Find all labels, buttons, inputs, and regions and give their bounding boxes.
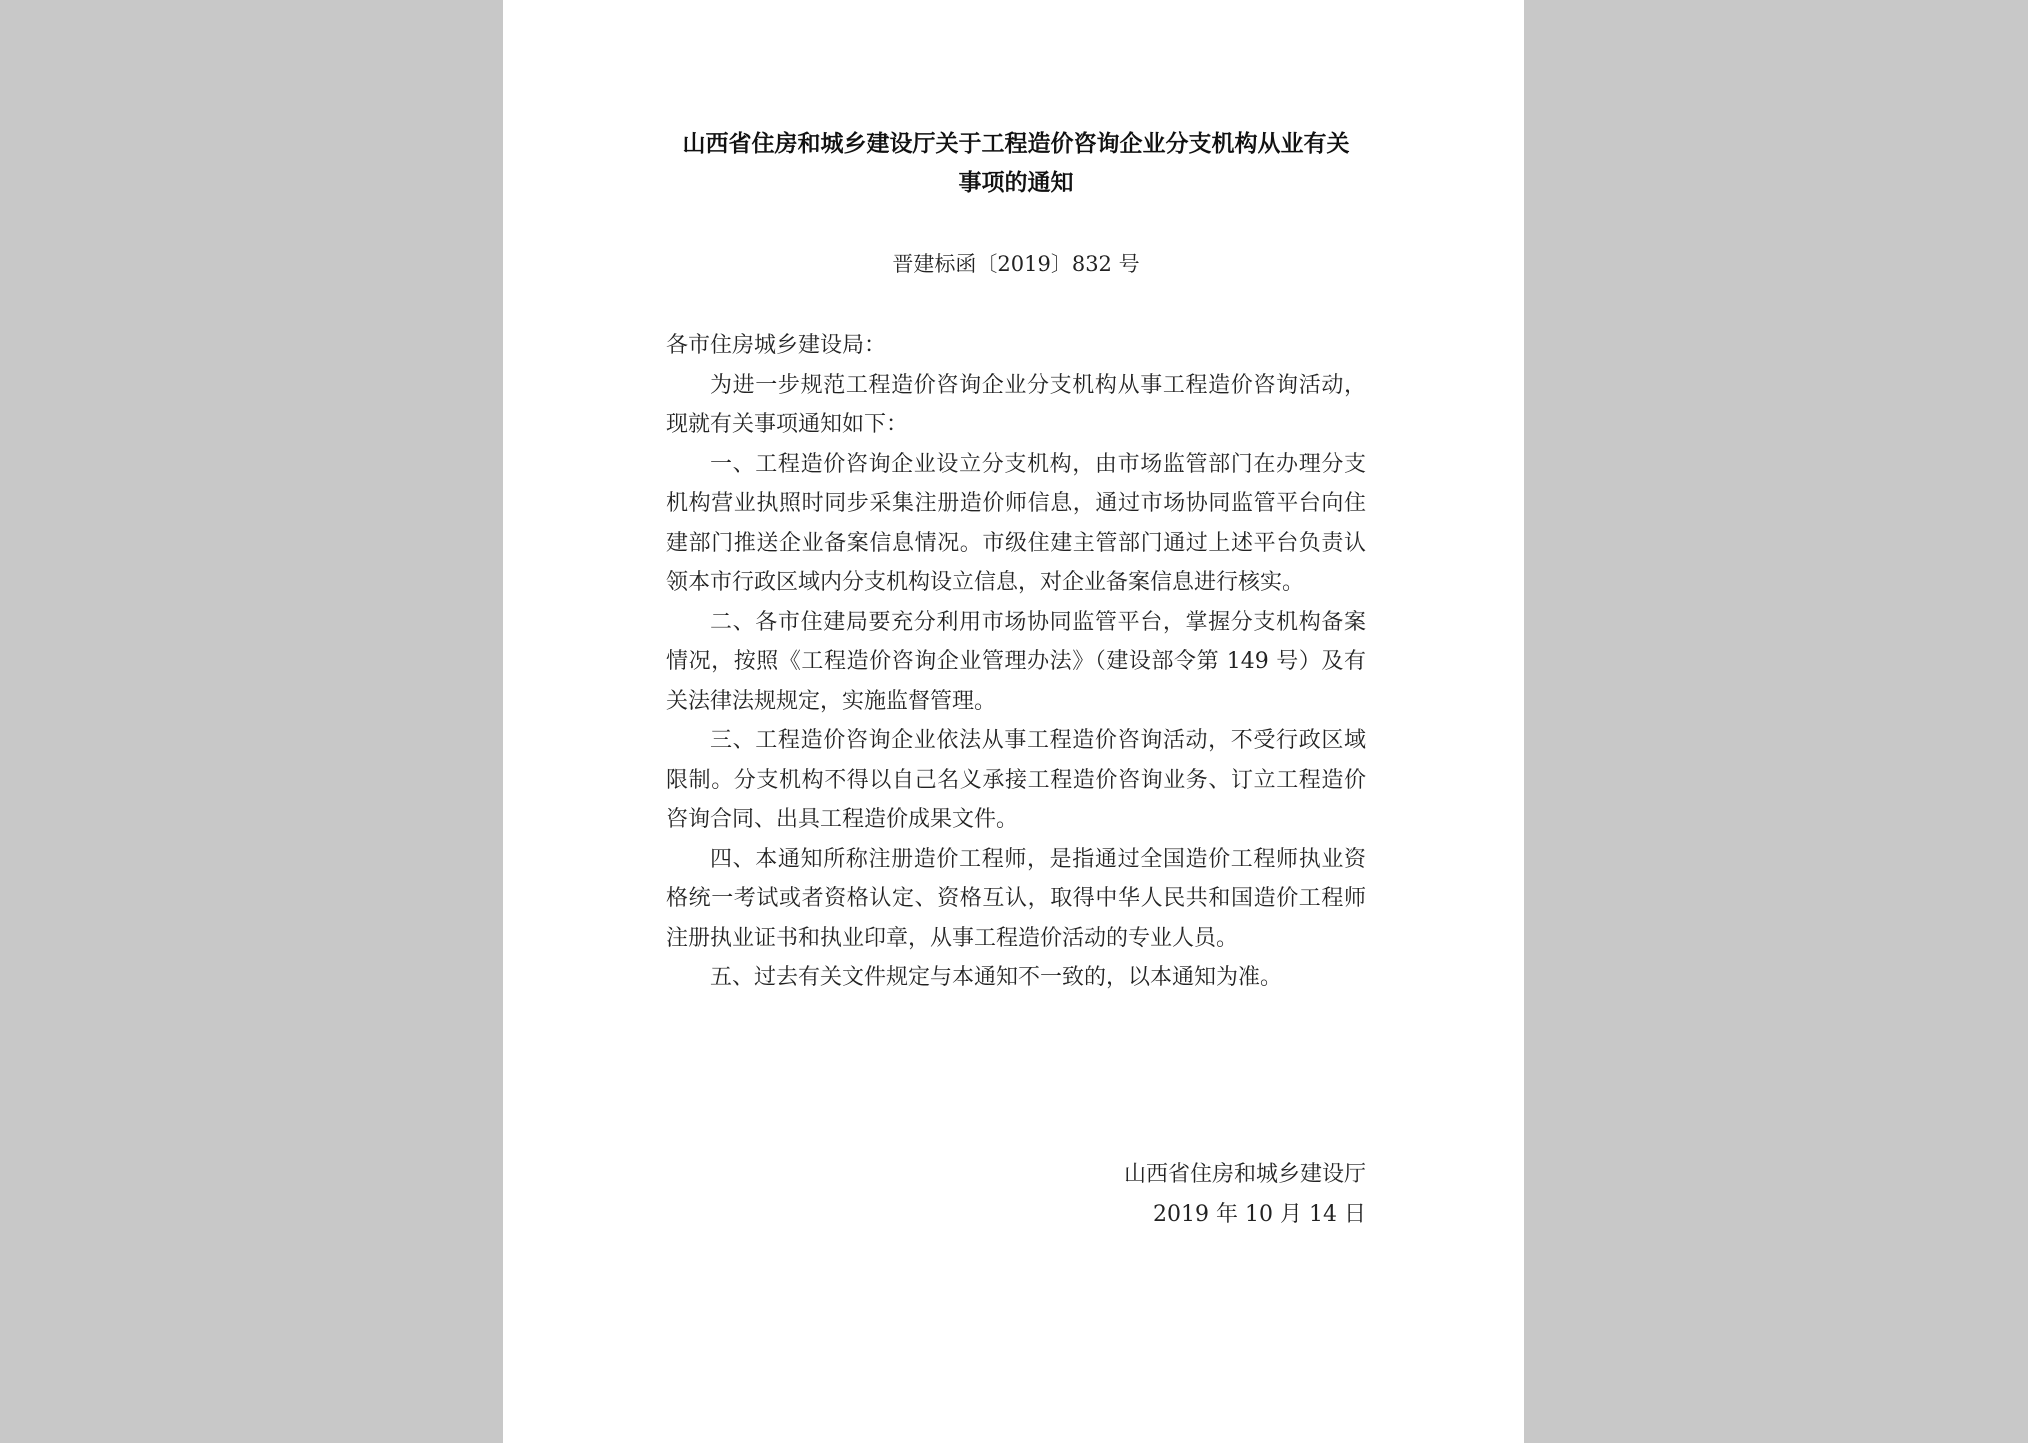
clause-4: 四、本通知所称注册造价工程师，是指通过全国造价工程师执业资格统一考试或者资格认定、资格互认，取得中华人民共和国造价工程师注册执业证书和执业印章，从事工程造价活动的专业人员。	[666, 846, 1366, 951]
signature-org: 山西省住房和城乡建设厅	[1123, 1162, 1366, 1187]
signature-block	[666, 1155, 1366, 1234]
clause-1: 一、工程造价咨询企业设立分支机构，由市场监管部门在办理分支机构营业执照时同步采集注册造价师信息，通过市场协同监管平台向住建部门推送企业备案信息情况。市级住建主管部门通过上述平台负责认领本市行政区域内分支机构设立信息，对企业备案信息进行核实。	[666, 451, 1366, 595]
clause-3: 三、工程造价咨询企业依法从事工程造价咨询活动，不受行政区域限制。分支机构不得以自己名义承接工程造价咨询业务、订立工程造价咨询合同、出具工程造价成果文件。	[666, 728, 1366, 832]
document-number: 晋建标函〔2019〕832 号	[892, 252, 1140, 276]
intro-paragraph: 为进一步规范工程造价咨询企业分支机构从事工程造价咨询活动，现就有关事项通知如下：	[666, 372, 1366, 437]
title-line-1: 山西省住房和城乡建设厅关于工程造价咨询企业分支机构从业有关	[682, 130, 1350, 157]
document-body	[666, 326, 1366, 998]
clause-2: 二、各市住建局要充分利用市场协同监管平台，掌握分支机构备案情况，按照《工程造价咨询企业管理办法》（建设部令第 149 号）及有关法律法规规定，实施监督管理。	[666, 609, 1366, 714]
title-line-2: 事项的通知	[958, 169, 1074, 196]
signature-date: 2019 年 10 月 14 日	[1153, 1201, 1366, 1227]
addressee: 各市住房城乡建设局：	[666, 333, 887, 358]
clause-5: 五、过去有关文件规定与本通知不一致的，以本通知为准。	[710, 965, 1283, 990]
document-title	[666, 124, 1366, 202]
document-page	[503, 0, 1524, 1443]
